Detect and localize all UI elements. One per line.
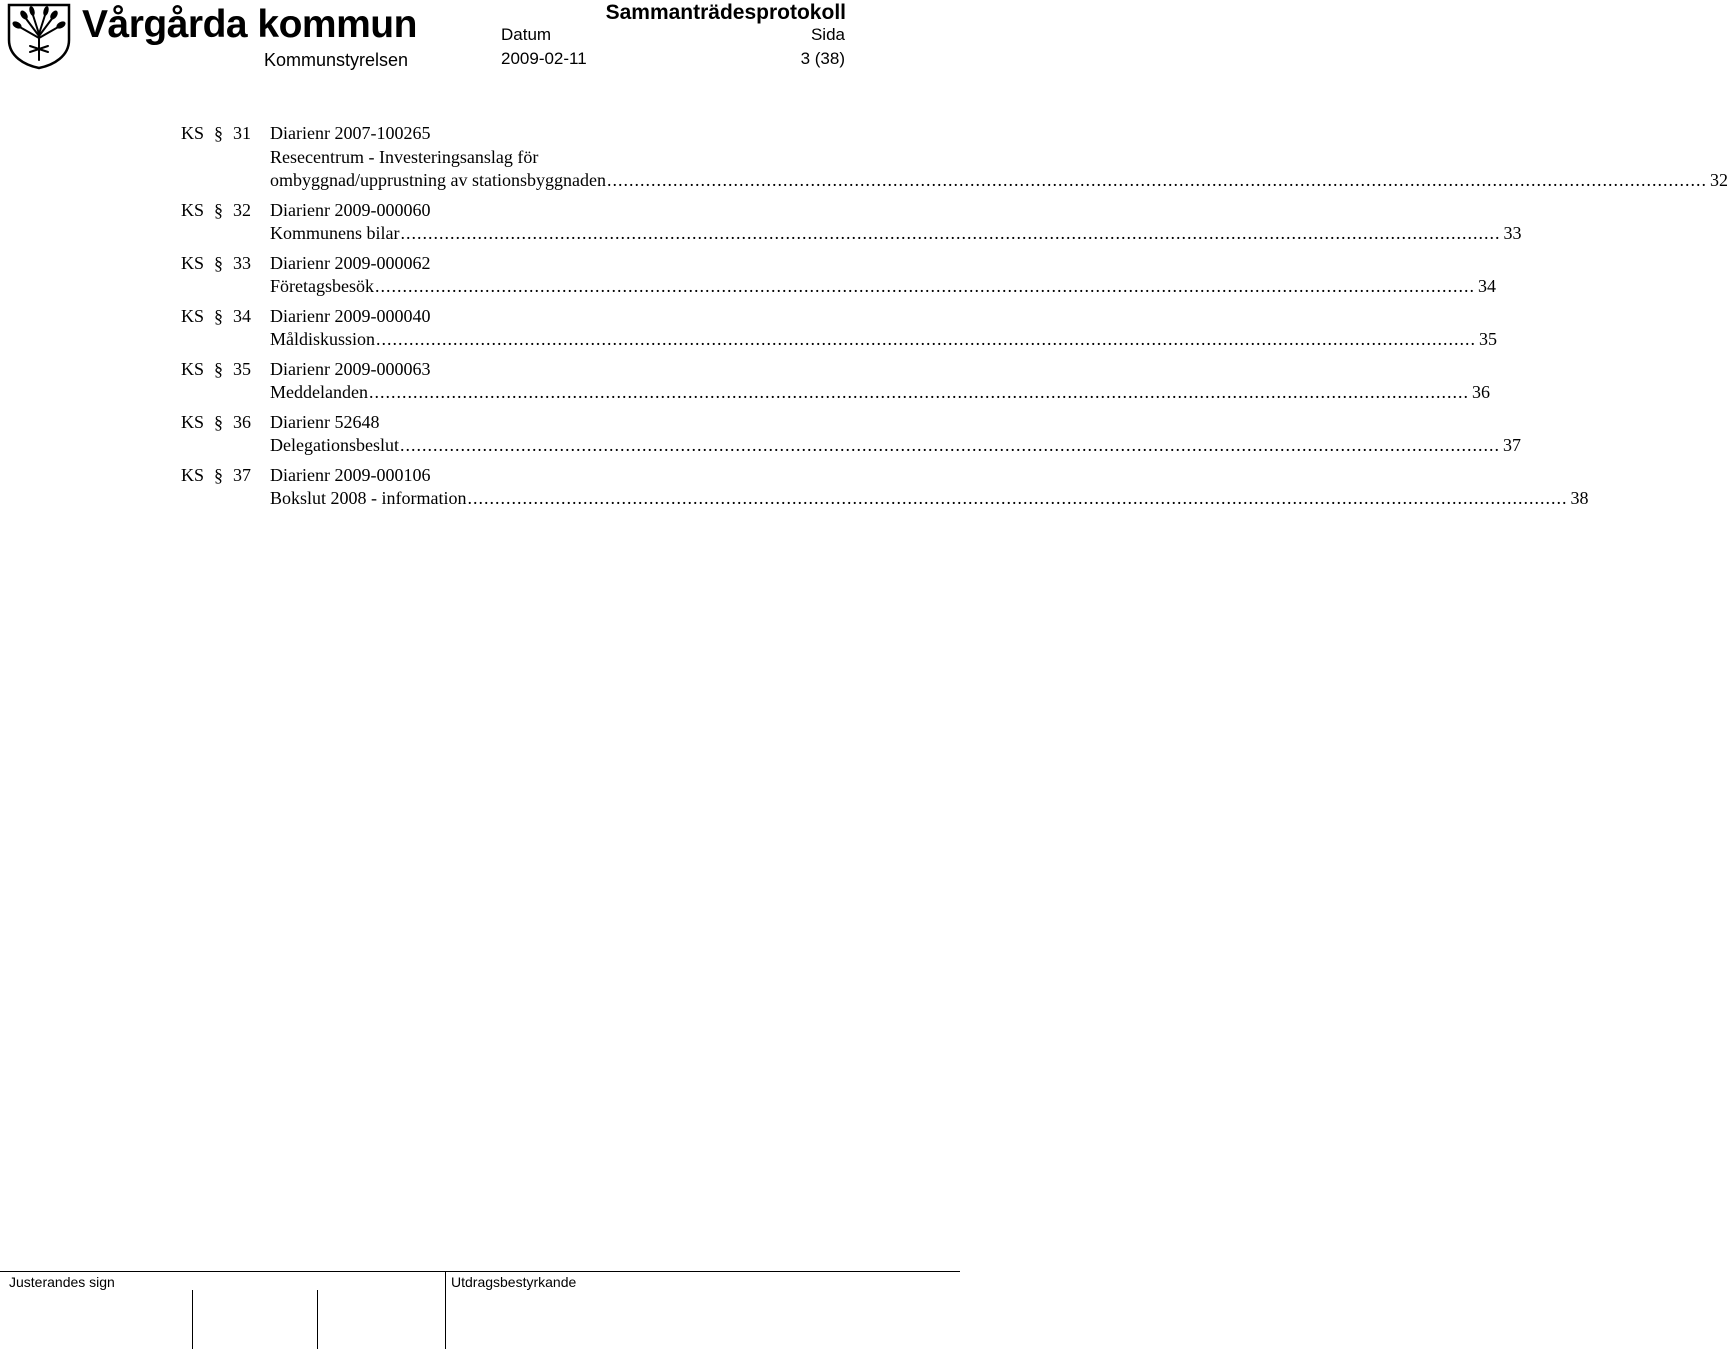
entry-title: ombyggnad/upprustning av stationsbyggnaden [270,170,606,190]
dot-leader: ........................................................................................................................................................................................................ [399,435,1500,455]
page-value: 3 (38) [800,49,845,68]
paragraph-number: 36 [233,411,252,432]
dot-leader: ........................................................................................................................................................................................................ [368,382,1469,402]
page-footer [0,1271,960,1351]
paragraph-prefix: KS [181,411,205,432]
paragraph-prefix: KS [181,199,205,220]
page-number: 33 [1503,223,1522,243]
toc-entry [181,358,1490,405]
org-name: Vårgårda kommun [82,3,417,46]
document-type: Sammanträdesprotokoll [605,1,846,24]
signature-label: Justerandes sign [9,1274,115,1290]
page-number: 35 [1479,329,1498,349]
entry-title-with-page [270,487,1589,511]
certification-label: Utdragsbestyrkande [451,1274,577,1290]
page-number: 38 [1570,488,1589,508]
paragraph-prefix: KS [181,123,205,143]
page-number: 34 [1477,276,1496,296]
entry-title-with-page [270,434,1521,458]
diarienr: Diarienr 2009-000063 [270,358,431,379]
entry-title-with-page [270,275,1496,299]
toc-entry [181,252,1496,299]
diarienr: Diarienr 2009-000062 [270,252,431,273]
entry-title-with-page [270,328,1498,352]
toc-entry [181,464,1589,511]
date-label: Datum [501,25,552,44]
paragraph-ref [181,358,251,381]
page-label: Sida [810,25,845,44]
paragraph-prefix: KS [181,305,205,326]
entry-title-with-page [270,169,1728,193]
page-number: 37 [1502,435,1521,455]
entry-title: Företagsbesök [270,276,374,296]
paragraph-number: 31 [233,123,252,143]
section-sign: § [214,252,224,273]
section-sign: § [214,123,224,143]
paragraph-number: 35 [233,358,252,379]
entry-title: Delegationsbeslut [270,435,399,455]
department-name: Kommunstyrelsen [264,50,409,70]
paragraph-number: 33 [233,252,252,273]
footer-rule [0,1271,960,1272]
diarienr: Diarienr 52648 [270,411,380,432]
coat-of-arms-icon [6,2,72,70]
paragraph-number: 34 [233,305,252,326]
toc-entry [181,122,1728,193]
toc-entry [181,411,1521,458]
paragraph-number: 32 [233,199,252,220]
section-sign: § [214,411,224,432]
paragraph-ref [181,411,251,434]
entry-title-with-page [270,222,1522,246]
diarienr: Diarienr 2009-000106 [270,464,431,485]
paragraph-prefix: KS [181,358,205,379]
paragraph-prefix: KS [181,252,205,273]
footer-divider [445,1271,446,1290]
dot-leader: ........................................................................................................................................................................................................ [376,329,1477,349]
diarienr: Diarienr 2007-100265 [270,123,431,143]
entry-title: Måldiskussion [270,329,376,349]
paragraph-ref [181,122,251,145]
section-sign: § [214,464,224,485]
dot-leader: ........................................................................................................................................................................................................ [374,276,1475,296]
diarienr: Diarienr 2009-000040 [270,305,431,326]
diarienr: Diarienr 2009-000060 [270,199,431,220]
dot-leader: ........................................................................................................................................................................................................ [467,488,1568,508]
page-header [0,0,960,80]
entry-title: Kommunens bilar [270,223,400,243]
signature-box-divider [192,1290,193,1349]
section-sign: § [214,358,224,379]
entry-title: Bokslut 2008 - information [270,488,467,508]
signature-box-divider [445,1290,446,1349]
page-number: 32 [1709,170,1728,190]
paragraph-ref [181,199,251,222]
section-sign: § [214,305,224,326]
paragraph-ref [181,252,251,275]
dot-leader: ........................................................................................................................................................................................................ [606,170,1707,190]
paragraph-ref [181,305,251,328]
page-number: 36 [1471,382,1490,402]
paragraph-number: 37 [233,464,252,485]
paragraph-prefix: KS [181,464,205,485]
signature-box-divider [317,1290,318,1349]
entry-title-line: Resecentrum - Investeringsanslag för [270,146,539,167]
toc-entry [181,199,1522,246]
paragraph-ref [181,464,251,487]
entry-title: Meddelanden [270,382,368,402]
toc-entry [181,305,1498,352]
entry-title-with-page [270,381,1490,405]
table-of-contents [181,122,1728,517]
section-sign: § [214,199,224,220]
dot-leader: ........................................................................................................................................................................................................ [400,223,1501,243]
date-value: 2009-02-11 [501,49,587,68]
